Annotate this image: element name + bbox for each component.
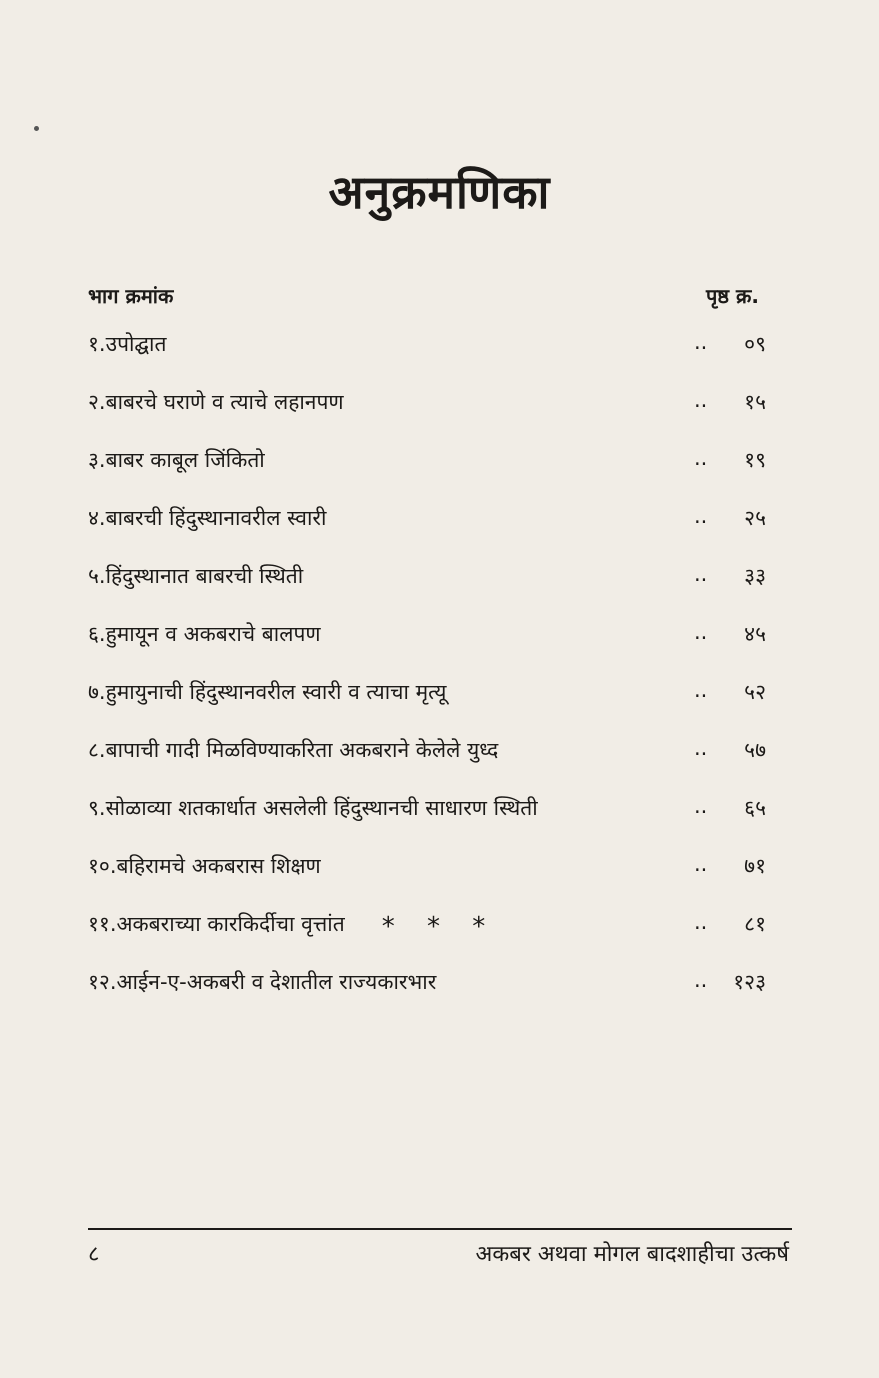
toc-page: ४५	[744, 622, 766, 646]
toc-leader: ..	[694, 910, 708, 934]
toc-leader: ..	[694, 852, 708, 876]
toc-label: ७.हुमायुनाची हिंदुस्थानवरील स्वारी व त्याचा मृत्यू	[88, 680, 447, 704]
toc-label: १.उपोद्घात	[88, 332, 167, 356]
toc-leader: ..	[694, 678, 708, 702]
page-title: अनुक्रमणिका	[328, 165, 551, 219]
toc-row	[88, 784, 768, 842]
toc-leader: ..	[694, 794, 708, 818]
toc-row	[88, 494, 768, 552]
toc-page: २५	[744, 506, 766, 530]
toc-row	[88, 958, 768, 1016]
column-header-page: पृष्ठ क्र.	[705, 284, 759, 308]
toc-label: ९.सोळाव्या शतकार्धात असलेली हिंदुस्थानची साधारण स्थिती	[88, 796, 538, 820]
toc-page: ५२	[744, 680, 766, 704]
column-header-chapter: भाग क्रमांक	[88, 284, 174, 308]
toc-leader: ..	[694, 388, 708, 412]
toc-row	[88, 552, 768, 610]
toc-label: १२.आईन-ए-अकबरी व देशातील राज्यकारभार	[88, 970, 437, 994]
toc-row	[88, 436, 768, 494]
toc-label: ४.बाबरची हिंदुस्थानावरील स्वारी	[88, 506, 327, 530]
toc-leader: ..	[694, 504, 708, 528]
toc-leader: ..	[694, 446, 708, 470]
toc-label: २.बाबरचे घराणे व त्याचे लहानपण	[88, 390, 344, 414]
toc-page: ७१	[744, 854, 766, 878]
toc-page: १९	[744, 448, 766, 472]
toc-leader: ..	[694, 736, 708, 760]
toc-label: १०.बहिरामचे अकबरास शिक्षण	[88, 854, 321, 878]
ink-speck	[34, 126, 39, 131]
toc-label: ५.हिंदुस्थानात बाबरची स्थिती	[88, 564, 304, 588]
toc-page: ८१	[744, 912, 766, 936]
toc-page: ५७	[744, 738, 766, 762]
toc-page: १५	[744, 390, 766, 414]
toc-row	[88, 320, 768, 378]
toc-page: ३३	[744, 564, 766, 588]
toc-leader: ..	[694, 968, 708, 992]
toc-row	[88, 378, 768, 436]
toc-row	[88, 842, 768, 900]
toc-page: ०९	[744, 332, 766, 356]
section-separator: * * *	[381, 912, 498, 942]
toc-label: ३.बाबर काबूल जिंकितो	[88, 448, 265, 472]
footer-rule	[88, 1228, 792, 1230]
toc-row	[88, 610, 768, 668]
toc-row	[88, 726, 768, 784]
footer-book-title: अकबर अथवा मोगल बादशाहीचा उत्कर्ष	[475, 1242, 789, 1267]
toc-row	[88, 668, 768, 726]
toc-page: ६५	[744, 796, 766, 820]
toc-leader: ..	[694, 330, 708, 354]
toc-label: ११.अकबराच्या कारकिर्दीचा वृत्तांत	[88, 912, 345, 936]
toc-page: १२३	[733, 970, 766, 994]
toc-label: ६.हुमायून व अकबराचे बालपण	[88, 622, 321, 646]
toc-leader: ..	[694, 620, 708, 644]
toc-leader: ..	[694, 562, 708, 586]
toc-label: ८.बापाची गादी मिळविण्याकरिता अकबराने केलेले युध्द	[88, 738, 499, 762]
footer-page-number: ८	[88, 1242, 100, 1267]
